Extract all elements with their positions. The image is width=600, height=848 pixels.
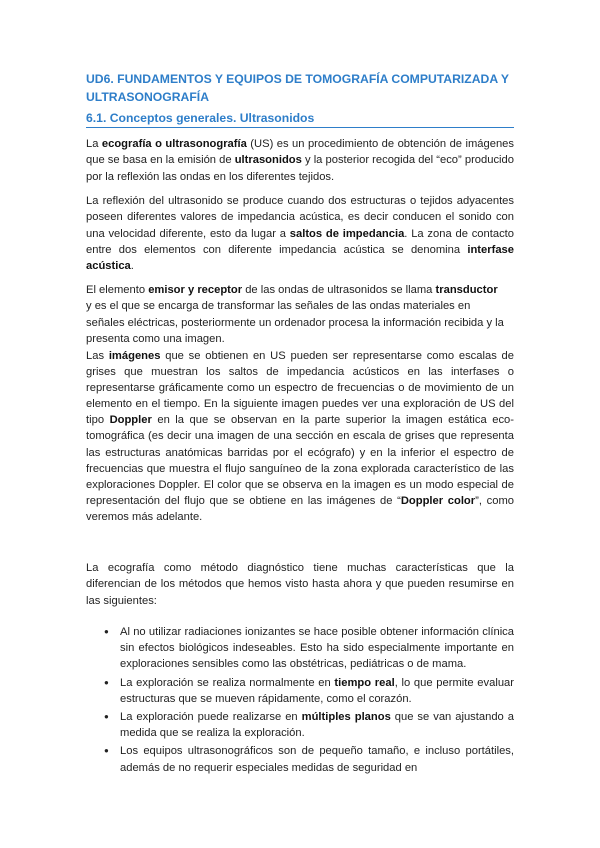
characteristics-list: [104, 624, 514, 778]
paragraph-imagenes-doppler: [86, 348, 514, 525]
text-run: Al no utilizar radiaciones ionizantes se hace posible obtener información clínica sin efectos biológicos indeseables. Esto ha sido especialmente importante en exploraciones sensibles como las obstétricas, pediátricas o de mama.: [120, 626, 514, 671]
bold-term: saltos de impedancia: [289, 227, 405, 240]
bold-term: imágenes: [108, 350, 161, 362]
bold-term: ultrasonidos: [234, 154, 302, 167]
bold-term: múltiples planos: [301, 711, 391, 724]
list-item: [104, 709, 514, 741]
text-run: .: [130, 260, 134, 273]
text-run: , lo que permite evaluar estructuras que se mueven rápidamente, como el corazón.: [120, 676, 515, 705]
paragraph-caracteristicas-intro: La ecografía como método diagnóstico tiene muchas características que la diferencian de los métodos que hemos visto hasta ahora y que pueden resumirse en las siguientes:: [86, 562, 514, 607]
text-run: La: [86, 138, 102, 150]
paragraph-transductor: [86, 282, 504, 347]
text-run: . La zona de contacto entre dos elementos con diferente impedancia acústica se denomina: [86, 227, 514, 256]
text-run: en la que se observan en la parte superior la imagen estática eco-tomográfica (es decir una imagen de una sección en escala de grises que representa las estructuras anatómicas barridas por el ecógrafo) y en la inferior el espectro de frecuencias que muestra el flujo sanguíneo de la zona explorada característico de las exploraciones Doppler. El color que se observa en la imagen es un modo especial de representación del flujo que se obtiene en las imágenes de “: [86, 414, 514, 507]
text-run: (US) es un procedimiento de obtención de imágenes que se basa en la emisión de: [86, 138, 514, 167]
text-run: y la posterior recogida del “eco” producido por la reflexión las ondas en los diferentes tejidos.: [86, 154, 514, 183]
text-run: que se van ajustando a medida que se realiza la exploración.: [120, 711, 514, 740]
list-item: [104, 675, 514, 707]
text-run: que se obtienen en US pueden ser representarse como escalas de grises que muestran los saltos de impedancia acústicos en las interfases o representarse gráficamente como un espectro de frecuencias o de movimiento de un elemento en el tiempo. En la siguiente imagen puedes ver una exploración de US del tipo: [86, 350, 515, 427]
text-run: El elemento: [86, 284, 149, 296]
bold-term: emisor y receptor: [148, 284, 243, 296]
text-run: La exploración puede realizarse en: [120, 711, 302, 724]
paragraph-impedancia: [86, 193, 514, 274]
bold-term: transductor: [435, 284, 498, 296]
bold-term: tiempo real: [334, 676, 395, 689]
text-run: y es el que se encarga de transformar las señales de las ondas materiales en señales eléctricas, posteriormente un ordenador procesa la información recibida y la presenta como una imagen.: [86, 300, 504, 345]
bold-term: interfase acústica: [86, 243, 514, 273]
text-run: La reflexión del ultrasonido se produce cuando dos estructuras o tejidos adyacentes poseen diferentes valores de impedancia acústica, es decir conducen el sonido con una velocidad diferente, esto da lugar a: [86, 195, 514, 240]
section-underline: [86, 127, 514, 128]
bold-term: Doppler: [109, 414, 152, 427]
text-run: Las: [86, 350, 109, 362]
text-run: Los equipos ultrasonográficos son de pequeño tamaño, e incluso portátiles, además de no requerir especiales medidas de seguridad en: [120, 745, 514, 774]
paragraph-ecografia-definition: [86, 136, 514, 185]
bold-term: Doppler color: [400, 494, 476, 507]
list-item: [104, 743, 514, 775]
section-heading: 6.1. Conceptos generales. Ultrasonidos: [86, 111, 315, 125]
bold-term: ecografía o ultrasonografía: [101, 138, 247, 150]
list-item: [104, 624, 514, 673]
text-run: ”, como veremos más adelante.: [86, 494, 514, 523]
text-run: La exploración se realiza normalmente en: [120, 676, 335, 689]
page-title: UD6. FUNDAMENTOS Y EQUIPOS DE TOMOGRAFÍA COMPUTARIZADA Y ULTRASONOGRAFÍA: [86, 72, 509, 104]
text-run: de las ondas de ultrasonidos se llama: [242, 284, 436, 296]
